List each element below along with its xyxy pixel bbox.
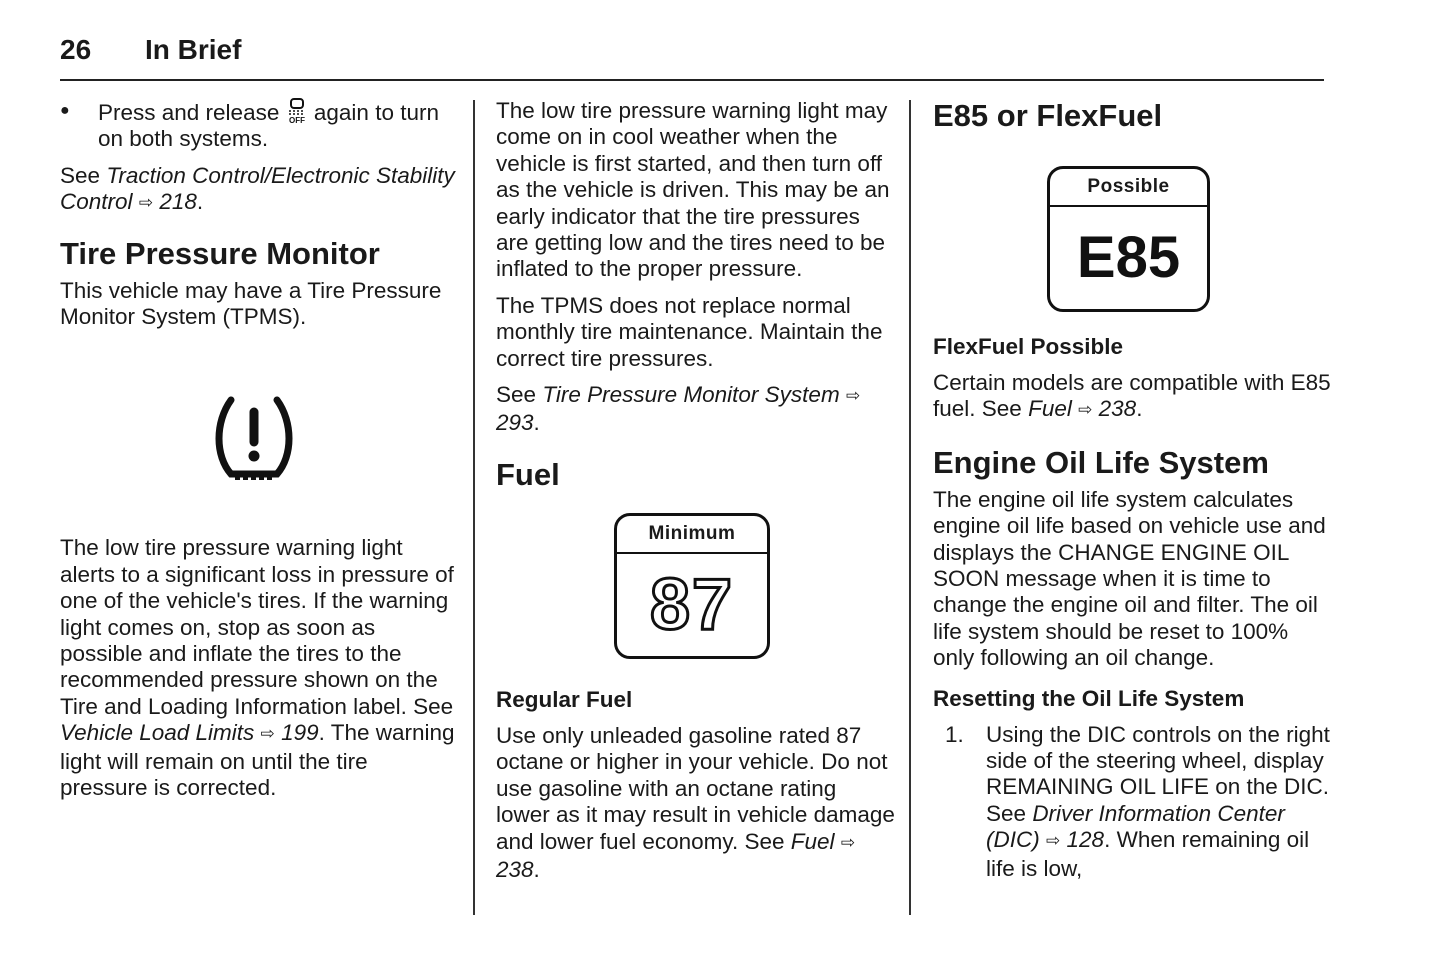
badge-top-label: Minimum (617, 516, 767, 554)
xref-page: 128 (1066, 827, 1105, 853)
column-1 (60, 98, 455, 812)
bullet-text-start: Press and release (98, 100, 280, 125)
xref-link[interactable]: Traction Control/Electronic Stability Control (60, 162, 455, 215)
traction-off-icon (286, 98, 308, 124)
xref-page: 199 (281, 720, 319, 746)
section-heading-fuel: Fuel (496, 456, 560, 492)
section-title: In Brief (145, 34, 242, 65)
tpm-intro: This vehicle may have a Tire Pressure Monitor System (TPMS). (60, 277, 442, 330)
xref-page: 218 (159, 189, 197, 215)
page-header (60, 32, 1324, 81)
page-number: 26 (60, 34, 92, 65)
section-heading-tpm: Tire Pressure Monitor (60, 235, 380, 271)
flexfuel-heading: FlexFuel Possible (933, 334, 1124, 359)
maintenance-paragraph: The TPMS does not replace normal monthly tire maintenance. Maintain the correct tire pressures. (496, 292, 883, 371)
badge-top-label: Possible (1050, 169, 1207, 207)
step-number: 1. (945, 721, 964, 747)
section-heading-oil-life: Engine Oil Life System (933, 444, 1269, 480)
bullet-dot: ● (60, 102, 70, 119)
fuel-badge-wrap (496, 493, 896, 667)
cool-weather-paragraph: The low tire pressure warning light may come on in cool weather when the vehicle is first started, and then turn off as the vehicle is driven. This may be an early indicator that the tire pressures are getting low and the tires need to be inflated to the proper pressure. (496, 98, 890, 282)
column-2 (496, 98, 896, 893)
xref-arrow-icon: ⇨ (1078, 400, 1093, 420)
xref-link[interactable]: Fuel (1028, 396, 1072, 422)
xref-link[interactable]: Vehicle Load Limits (60, 720, 255, 746)
tire-pressure-warning-icon (213, 396, 295, 480)
see-reference: See Traction Control/Electronic Stability Control ⇨ 218. (60, 162, 455, 215)
see-reference: See Tire Pressure Monitor System ⇨ 293. (496, 382, 861, 436)
tpms-symbol (60, 340, 455, 535)
flexfuel-body: Certain models are compatible with E85 fuel. See Fuel ⇨ 238. (933, 370, 1331, 422)
column-3 (933, 98, 1333, 882)
tpm-body: The low tire pressure warning light alerts to a significant loss in pressure of one of the vehicle's tires. If the warning light comes on, stop as soon as possible and inflate the tires to the recommended pressure shown on the Tire and Loading Information label. See Vehicle Load Limits ⇨ 199. The warning light will remain on until the tire pressure is corrected. (60, 535, 455, 801)
xref-arrow-icon: ⇨ (260, 724, 275, 744)
reset-oil-life-heading: Resetting the Oil Life System (933, 685, 1245, 711)
e85-badge-wrap (933, 134, 1333, 320)
oil-life-body: The engine oil life system calculates engine oil life based on vehicle use and displays the CHANGE ENGINE OIL SOON message when it is time to change the engine oil and filter. The oil life system should be reset to 100% only following an oil change. (933, 486, 1326, 671)
xref-page: 238 (1098, 396, 1137, 422)
xref-page: 238 (496, 856, 534, 882)
regular-fuel-body: Use only unleaded gasoline rated 87 octane or higher in your vehicle. Do not use gasoline with an octane rating lower as it may result in vehicle damage and lower fuel economy. See Fuel ⇨ 238. (496, 722, 895, 882)
xref-link[interactable]: Driver Information Center (DIC) (986, 800, 1285, 853)
svg-text:OFF: OFF (288, 116, 305, 124)
minimum-87-badge (614, 513, 770, 659)
xref-arrow-icon: ⇨ (840, 832, 856, 852)
regular-fuel-heading: Regular Fuel (496, 686, 633, 712)
xref-arrow-icon: ⇨ (138, 193, 154, 213)
xref-page: 293 (496, 410, 534, 436)
xref-link[interactable]: Tire Pressure Monitor System (542, 382, 840, 408)
column-divider-1 (473, 100, 475, 915)
bullet-item (60, 98, 455, 153)
badge-octane: 87 (649, 564, 735, 645)
xref-arrow-icon: ⇨ (845, 386, 861, 406)
bullet-text-end: again to turn on both systems. (98, 100, 439, 152)
numbered-step: 1. Using the DIC controls on the right side of the steering wheel, display REMAINING OIL LIFE on the DIC. See Driver Information Center (DIC) ⇨ 128. When remaining oil life is low, (945, 721, 1330, 881)
badge-fuel-type: E85 (1076, 225, 1181, 290)
column-divider-2 (909, 100, 911, 915)
xref-link[interactable]: Fuel (790, 828, 835, 854)
xref-arrow-icon: ⇨ (1046, 831, 1061, 851)
section-heading-e85: E85 or FlexFuel (933, 98, 1163, 133)
e85-badge (1047, 166, 1210, 312)
